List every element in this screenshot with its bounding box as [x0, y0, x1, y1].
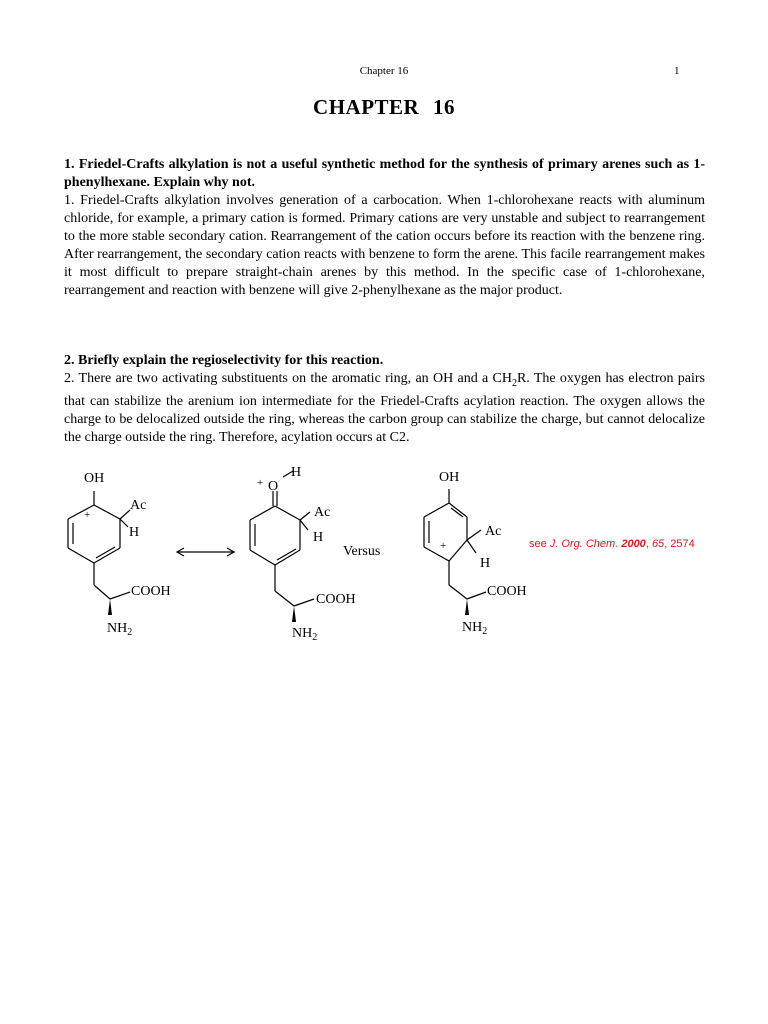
s2-nh2-label: $NH_2$	[292, 626, 318, 643]
ref-volume: 65	[651, 538, 665, 550]
versus-label: Versus	[343, 544, 381, 559]
s2-o-label: O	[268, 479, 279, 494]
s1-ac-label: Ac	[130, 498, 147, 513]
structure-2-ring	[250, 471, 314, 606]
s1-oh-label: OH	[84, 471, 105, 486]
stereo-wedge-3	[465, 599, 469, 615]
question-2-block	[64, 352, 705, 447]
chapter-title: CHAPTER 16	[313, 95, 455, 119]
question-1-text: 1. Friedel-Crafts alkylation is not a useful synthetic method for the synthesis of primary arenes such as 1-phenylhexane. Explain why not.	[64, 157, 705, 190]
reaction-scheme-figure	[0, 455, 768, 655]
answer-2-part-1: 2. There are two activating substituents on the aromatic ring, an OH and a CH	[64, 371, 512, 386]
ref-year: 2000	[621, 538, 646, 550]
s3-oh-label: OH	[439, 470, 460, 485]
structure-3-ring	[424, 489, 486, 599]
s3-nh2-label: $NH_2$	[462, 620, 488, 637]
s2-h-label: H	[313, 530, 324, 545]
stereo-wedge-1	[108, 599, 112, 615]
answer-1-text: 1. Friedel-Crafts alkylation involves generation of a carbocation. When 1-chlorohexane reacts with aluminum chloride, for example, a primary cation is formed. Primary cations are very unstable and subject to rearrangement to the more stable secondary cation. Rearrangement of the cation occurs before its reaction with the benzene ring. After rearrangement, the secondary cation reacts with benzene to form the arene. This facile rearrangement makes it most difficult to prepare straight-chain arenes by this method. In the specific case of 1-chlorohexane, rearrangement and reaction with benzene will give 2-phenylhexane as the major product.	[64, 193, 705, 298]
s2-plus-charge: +	[257, 477, 264, 489]
s2-h-on-o-label: H	[291, 465, 302, 480]
answer-2-text	[64, 370, 705, 447]
s3-h-label: H	[480, 556, 491, 571]
running-header: Chapter 16	[359, 65, 409, 77]
s1-nh2-label: $NH_2$	[107, 621, 133, 638]
s2-ac-label: Ac	[314, 505, 331, 520]
s1-h-label: H	[129, 525, 140, 540]
ref-pages: , 2574	[664, 538, 695, 550]
answer-2-part-2: R. The oxygen has electron pairs that can stabilize the arenium ion intermediate for the Friedel-Crafts acylation reaction. The oxygen allows the charge to be delocalized outside the ring, whereas the carbon group can stabilize the charge, but cannot delocalize the charge outside the ring. Therefore, acylation occurs at C2.	[64, 371, 706, 445]
question-1-block	[64, 156, 705, 300]
s3-plus-charge: +	[440, 540, 447, 552]
s3-cooh-label: COOH	[487, 584, 527, 599]
page-number: 1	[674, 65, 680, 77]
answer-2-subscript: 2	[511, 377, 517, 389]
s1-cooh-label: COOH	[131, 584, 171, 599]
ref-journal: J. Org. Chem.	[549, 538, 619, 550]
ref-see: see	[529, 538, 550, 550]
s3-ac-label: Ac	[485, 524, 502, 539]
resonance-arrow	[177, 548, 234, 556]
literature-reference: see J. Org. Chem. 2000, 65, 2574	[529, 538, 695, 550]
s2-cooh-label: COOH	[316, 592, 356, 607]
s1-plus-charge: +	[84, 509, 91, 521]
stereo-wedge-2	[292, 606, 296, 622]
question-2-text: 2. Briefly explain the regioselectivity for this reaction.	[64, 353, 384, 368]
structure-1-ring	[68, 491, 130, 599]
